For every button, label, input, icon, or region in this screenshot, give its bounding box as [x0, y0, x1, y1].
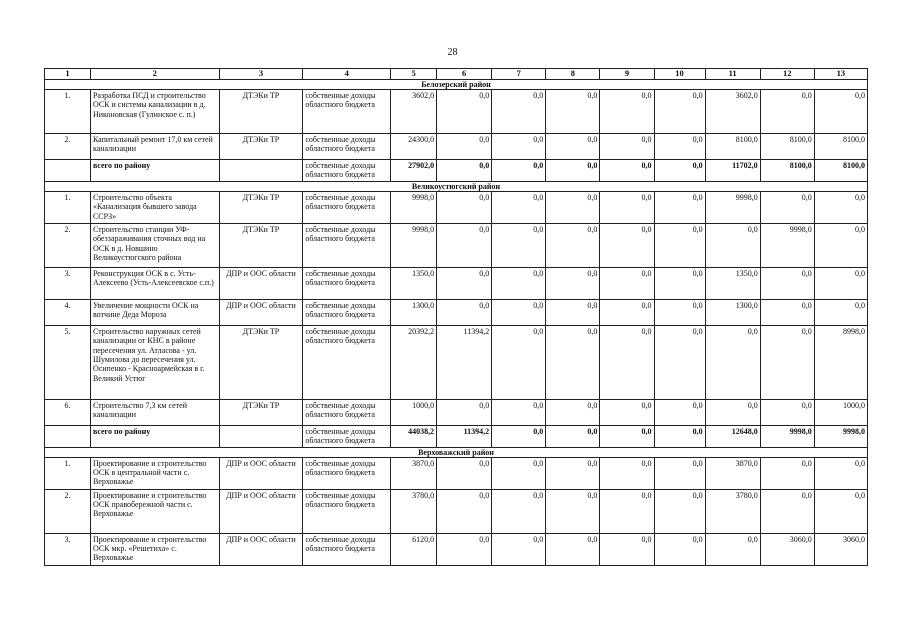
value-cell: 1350,0	[705, 267, 760, 299]
empty-cell	[219, 160, 303, 182]
value-cell: 0,0	[654, 267, 705, 299]
value-cell: 0,0	[654, 90, 705, 134]
total-row	[45, 160, 868, 182]
total-value-cell: 0,0	[546, 425, 600, 447]
value-cell: 0,0	[437, 299, 492, 325]
table-row	[45, 191, 868, 223]
row-number: 3.	[45, 533, 91, 565]
value-cell: 0,0	[546, 325, 600, 399]
total-value-cell: 0,0	[600, 425, 654, 447]
value-cell: 3060,0	[814, 533, 867, 565]
total-value-cell: 0,0	[437, 160, 492, 182]
total-value-cell: 27902,0	[391, 160, 437, 182]
table-row	[45, 457, 868, 489]
total-value-cell: 12648,0	[705, 425, 760, 447]
value-cell: 0,0	[437, 457, 492, 489]
value-cell: 0,0	[600, 299, 654, 325]
total-value-cell: 8100,0	[814, 160, 867, 182]
col-header: 7	[492, 69, 546, 80]
executor: ДПР и ООС области	[219, 457, 303, 489]
total-value-cell: 9998,0	[760, 425, 814, 447]
value-cell: 0,0	[600, 399, 654, 425]
value-cell: 0,0	[492, 299, 546, 325]
value-cell: 0,0	[654, 325, 705, 399]
row-number: 6.	[45, 399, 91, 425]
col-header: 9	[600, 69, 654, 80]
table-body	[45, 80, 868, 566]
value-cell: 0,0	[814, 299, 867, 325]
value-cell: 0,0	[814, 191, 867, 223]
page-number: 28	[447, 47, 458, 58]
table-row	[45, 267, 868, 299]
total-value-cell: 0,0	[492, 425, 546, 447]
item-name: Увеличение мощности ОСК на вотчине Деда Мороза	[90, 299, 219, 325]
table-row	[45, 399, 868, 425]
table-row	[45, 325, 868, 399]
section-header-row	[45, 447, 868, 457]
table-row	[45, 533, 868, 565]
funding-source: собственные доходы областного бюджета	[303, 160, 391, 182]
program-table	[44, 68, 868, 566]
item-name: Строительство 7,3 км сетей канализации	[90, 399, 219, 425]
col-header: 2	[90, 69, 219, 80]
value-cell: 0,0	[492, 399, 546, 425]
value-cell: 0,0	[705, 533, 760, 565]
value-cell: 0,0	[546, 457, 600, 489]
value-cell: 0,0	[760, 399, 814, 425]
empty-cell	[219, 425, 303, 447]
value-cell: 0,0	[492, 90, 546, 134]
item-name: Капитальный ремонт 17,0 км сетей канализации	[90, 134, 219, 160]
total-value-cell: 0,0	[654, 160, 705, 182]
value-cell: 24300,0	[391, 134, 437, 160]
value-cell: 0,0	[492, 325, 546, 399]
value-cell: 0,0	[600, 90, 654, 134]
funding-source: собственные доходы областного бюджета	[303, 399, 391, 425]
value-cell: 0,0	[760, 325, 814, 399]
funding-source: собственные доходы областного бюджета	[303, 533, 391, 565]
section-title: Великоустюгский район	[45, 181, 868, 191]
total-label: всего по району	[90, 160, 219, 182]
value-cell: 0,0	[654, 223, 705, 267]
row-number: 4.	[45, 299, 91, 325]
value-cell: 1000,0	[814, 399, 867, 425]
section-title: Белозерский район	[45, 80, 868, 90]
total-value-cell: 9998,0	[814, 425, 867, 447]
value-cell: 0,0	[654, 489, 705, 533]
value-cell: 0,0	[492, 457, 546, 489]
value-cell: 9998,0	[760, 223, 814, 267]
col-header: 8	[546, 69, 600, 80]
table-row	[45, 134, 868, 160]
value-cell: 3870,0	[391, 457, 437, 489]
value-cell: 0,0	[600, 533, 654, 565]
value-cell: 0,0	[546, 533, 600, 565]
value-cell: 0,0	[437, 267, 492, 299]
executor: ДТЭКи ТР	[219, 134, 303, 160]
value-cell: 0,0	[814, 489, 867, 533]
row-number: 2.	[45, 134, 91, 160]
col-header: 11	[705, 69, 760, 80]
value-cell: 11394,2	[437, 325, 492, 399]
value-cell: 0,0	[437, 223, 492, 267]
value-cell: 0,0	[546, 267, 600, 299]
value-cell: 0,0	[492, 489, 546, 533]
section-title: Верховажский район	[45, 447, 868, 457]
value-cell: 3602,0	[705, 90, 760, 134]
total-value-cell: 0,0	[546, 160, 600, 182]
executor: ДПР и ООС области	[219, 489, 303, 533]
value-cell: 3060,0	[760, 533, 814, 565]
item-name: Строительство станции УФ-обеззараживания сточных вод на ОСК в д. Новшино Великоустюгского района	[90, 223, 219, 267]
value-cell: 0,0	[437, 399, 492, 425]
executor: ДПР и ООС области	[219, 533, 303, 565]
value-cell: 1350,0	[391, 267, 437, 299]
value-cell: 0,0	[705, 325, 760, 399]
executor: ДТЭКи ТР	[219, 399, 303, 425]
value-cell: 0,0	[600, 457, 654, 489]
item-name: Проектирование и строительство ОСК правобережной части с. Верховажье	[90, 489, 219, 533]
value-cell: 0,0	[600, 134, 654, 160]
value-cell: 3780,0	[705, 489, 760, 533]
value-cell: 8100,0	[705, 134, 760, 160]
value-cell: 8998,0	[814, 325, 867, 399]
value-cell: 3870,0	[705, 457, 760, 489]
value-cell: 0,0	[654, 299, 705, 325]
item-name: Реконструкция ОСК в с. Усть-Алексеево (Усть-Алексеевское с.п.)	[90, 267, 219, 299]
funding-source: собственные доходы областного бюджета	[303, 457, 391, 489]
value-cell: 3602,0	[391, 90, 437, 134]
value-cell: 0,0	[814, 267, 867, 299]
value-cell: 9998,0	[391, 223, 437, 267]
total-value-cell: 11702,0	[705, 160, 760, 182]
value-cell: 0,0	[760, 90, 814, 134]
value-cell: 0,0	[760, 267, 814, 299]
col-header: 4	[303, 69, 391, 80]
value-cell: 0,0	[760, 191, 814, 223]
funding-source: собственные доходы областного бюджета	[303, 191, 391, 223]
value-cell: 0,0	[437, 191, 492, 223]
value-cell: 0,0	[492, 191, 546, 223]
value-cell: 0,0	[546, 191, 600, 223]
empty-cell	[45, 425, 91, 447]
value-cell: 9998,0	[705, 191, 760, 223]
value-cell: 1300,0	[391, 299, 437, 325]
value-cell: 0,0	[654, 191, 705, 223]
value-cell: 0,0	[546, 134, 600, 160]
row-number: 1.	[45, 90, 91, 134]
executor: ДТЭКи ТР	[219, 223, 303, 267]
value-cell: 0,0	[654, 399, 705, 425]
col-header: 13	[814, 69, 867, 80]
value-cell: 0,0	[492, 134, 546, 160]
value-cell: 0,0	[546, 299, 600, 325]
item-name: Разработка ПСД и строительство ОСК и системы канализации в д. Никоновская (Гулинское с. п.)	[90, 90, 219, 134]
value-cell: 0,0	[814, 223, 867, 267]
value-cell: 0,0	[654, 533, 705, 565]
value-cell: 0,0	[437, 134, 492, 160]
value-cell: 0,0	[546, 489, 600, 533]
value-cell: 0,0	[437, 90, 492, 134]
executor: ДТЭКи ТР	[219, 325, 303, 399]
col-header: 10	[654, 69, 705, 80]
total-label: всего по району	[90, 425, 219, 447]
value-cell: 0,0	[492, 267, 546, 299]
section-header-row	[45, 80, 868, 90]
total-value-cell: 44038,2	[391, 425, 437, 447]
value-cell: 0,0	[814, 457, 867, 489]
item-name: Проектирование и строительство ОСК мкр. «Решетиха» с. Верховажье	[90, 533, 219, 565]
value-cell: 0,0	[760, 489, 814, 533]
table-row	[45, 299, 868, 325]
row-number: 1.	[45, 191, 91, 223]
total-value-cell: 0,0	[600, 160, 654, 182]
section-header-row	[45, 181, 868, 191]
value-cell: 0,0	[492, 223, 546, 267]
total-value-cell: 0,0	[492, 160, 546, 182]
value-cell: 0,0	[437, 489, 492, 533]
funding-source: собственные доходы областного бюджета	[303, 489, 391, 533]
total-row	[45, 425, 868, 447]
total-value-cell: 11394,2	[437, 425, 492, 447]
value-cell: 0,0	[600, 489, 654, 533]
value-cell: 8100,0	[814, 134, 867, 160]
value-cell: 0,0	[546, 90, 600, 134]
value-cell: 9998,0	[391, 191, 437, 223]
table-row	[45, 223, 868, 267]
item-name: Строительство наружных сетей канализации от КНС в районе пересечения ул. Атласова - ул. Шумилова до пересечения ул. Осипенко - Красноармейская в г. Великий Устюг	[90, 325, 219, 399]
row-number: 2.	[45, 489, 91, 533]
col-header: 5	[391, 69, 437, 80]
row-number: 2.	[45, 223, 91, 267]
executor: ДТЭКи ТР	[219, 90, 303, 134]
value-cell: 0,0	[600, 325, 654, 399]
col-header: 6	[437, 69, 492, 80]
table-row	[45, 489, 868, 533]
value-cell: 0,0	[705, 399, 760, 425]
funding-source: собственные доходы областного бюджета	[303, 90, 391, 134]
value-cell: 0,0	[600, 223, 654, 267]
funding-source: собственные доходы областного бюджета	[303, 425, 391, 447]
funding-source: собственные доходы областного бюджета	[303, 267, 391, 299]
value-cell: 0,0	[760, 299, 814, 325]
item-name: Строительство объекта «Канализация бывшего завода ССРЗ»	[90, 191, 219, 223]
value-cell: 8100,0	[760, 134, 814, 160]
value-cell: 0,0	[654, 134, 705, 160]
value-cell: 0,0	[546, 399, 600, 425]
value-cell: 6120,0	[391, 533, 437, 565]
item-name: Проектирование и строительство ОСК в центральной части с. Верховажье	[90, 457, 219, 489]
total-value-cell: 8100,0	[760, 160, 814, 182]
total-value-cell: 0,0	[654, 425, 705, 447]
value-cell: 0,0	[600, 267, 654, 299]
value-cell: 0,0	[760, 457, 814, 489]
value-cell: 1300,0	[705, 299, 760, 325]
executor: ДТЭКи ТР	[219, 191, 303, 223]
empty-cell	[45, 160, 91, 182]
value-cell: 0,0	[546, 223, 600, 267]
row-number: 3.	[45, 267, 91, 299]
row-number: 1.	[45, 457, 91, 489]
funding-source: собственные доходы областного бюджета	[303, 134, 391, 160]
table-row	[45, 90, 868, 134]
funding-source: собственные доходы областного бюджета	[303, 223, 391, 267]
value-cell: 0,0	[814, 90, 867, 134]
col-header: 1	[45, 69, 91, 80]
value-cell: 0,0	[705, 223, 760, 267]
value-cell: 20392,2	[391, 325, 437, 399]
executor: ДПР и ООС области	[219, 299, 303, 325]
value-cell: 0,0	[600, 191, 654, 223]
value-cell: 0,0	[654, 457, 705, 489]
value-cell: 0,0	[492, 533, 546, 565]
col-header: 12	[760, 69, 814, 80]
col-header: 3	[219, 69, 303, 80]
value-cell: 0,0	[437, 533, 492, 565]
value-cell: 1000,0	[391, 399, 437, 425]
row-number: 5.	[45, 325, 91, 399]
funding-source: собственные доходы областного бюджета	[303, 325, 391, 399]
header-row	[45, 69, 868, 80]
value-cell: 3780,0	[391, 489, 437, 533]
executor: ДПР и ООС области	[219, 267, 303, 299]
funding-source: собственные доходы областного бюджета	[303, 299, 391, 325]
